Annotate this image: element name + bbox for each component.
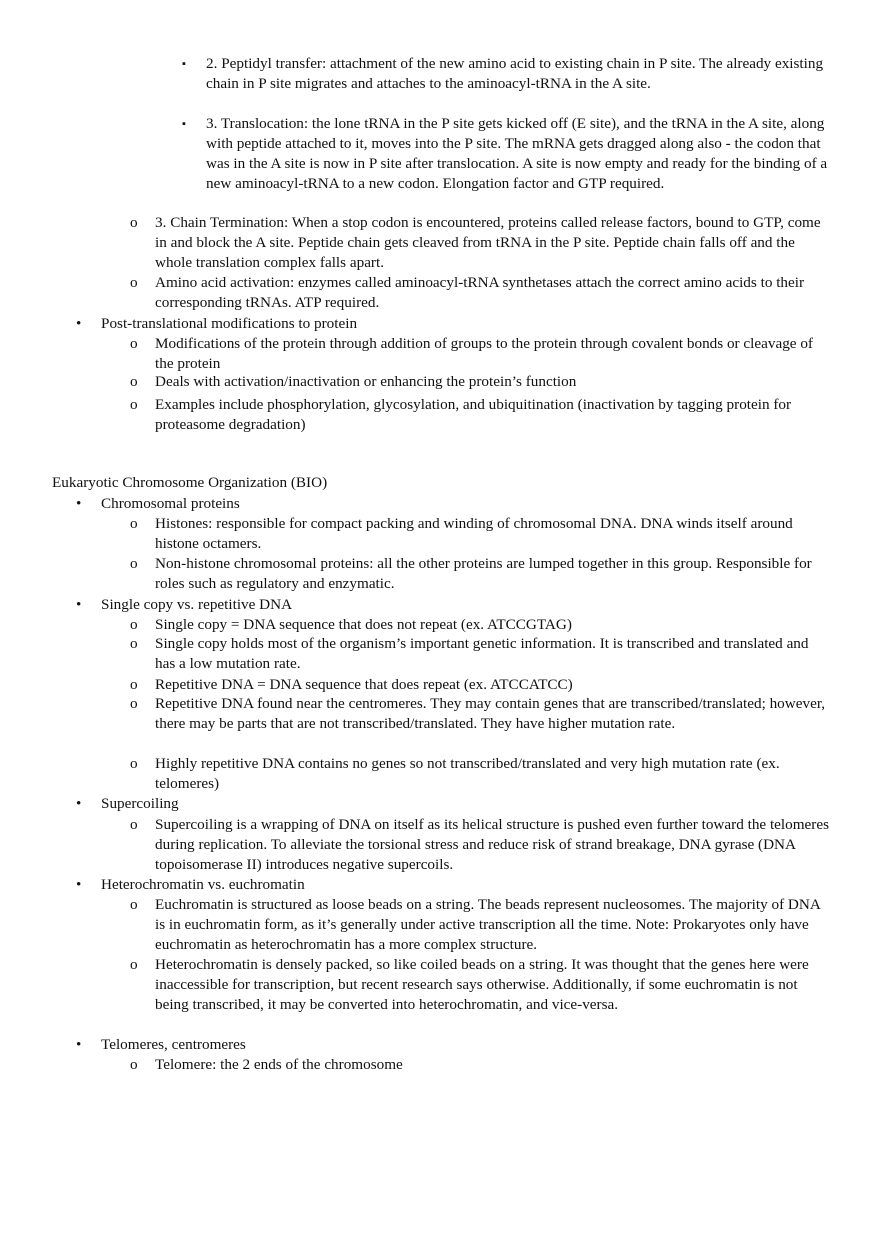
list-item-text: Supercoiling is a wrapping of DNA on itself as its helical structure is pushed even further toward the telomeres during replication. To alleviate the torsional stress and reduce risk of strand breakage, DNA gyrase (DNA topoisomerase II) introduces negative supercoils. — [155, 816, 829, 873]
list-item-text: 2. Peptidyl transfer: attachment of the new amino acid to existing chain in P site. The already existing chain in P site migrates and attaches to the aminoacyl-tRNA in the A site. — [206, 55, 824, 92]
list-item-text: Examples include phosphorylation, glycosylation, and ubiquitination (inactivation by tagging protein for proteasome degradation) — [155, 396, 792, 433]
list-item-text: 3. Chain Termination: When a stop codon is encountered, proteins called release factors, bound to GTP, come in and block the A site. Peptide chain gets cleaved from tRNA in the P site. Peptide chain falls off and the whole translation complex falls apart. — [155, 214, 821, 271]
list-item-peptidyl-transfer — [182, 54, 836, 94]
circle-bullet-icon: o — [130, 816, 138, 833]
list-item-text: Chromosomal proteins — [101, 495, 240, 512]
list-item-modifications — [130, 334, 830, 374]
list-item-text: Heterochromatin is densely packed, so like coiled beads on a string. It was thought that the genes here were inaccessible for transcription, but recent research says otherwise. Additionally, if some euchromatin is not being transcribed, it may be converted into heterochromatin, and vice-versa. — [155, 956, 809, 1013]
list-item-text: Post-translational modifications to protein — [101, 315, 358, 332]
list-item-supercoiling — [76, 794, 831, 814]
circle-bullet-icon: o — [130, 635, 138, 652]
list-item-single-copy-vs-repetitive — [76, 595, 831, 615]
circle-bullet-icon: o — [130, 555, 138, 572]
list-item-translocation — [182, 114, 836, 194]
circle-bullet-icon: o — [130, 335, 138, 352]
circle-bullet-icon: o — [130, 515, 138, 532]
circle-bullet-icon: o — [130, 956, 138, 973]
list-item-euchromatin — [130, 895, 830, 955]
list-item-text: Histones: responsible for compact packing and winding of chromosomal DNA. DNA winds itself around histone octamers. — [155, 515, 793, 552]
list-item-text: Deals with activation/inactivation or enhancing the protein’s function — [155, 373, 577, 390]
bullet-icon: • — [76, 596, 82, 613]
section-heading: Eukaryotic Chromosome Organization (BIO) — [52, 474, 328, 491]
circle-bullet-icon: o — [130, 373, 138, 390]
bullet-icon: • — [76, 315, 82, 332]
list-item-text: Single copy = DNA sequence that does not repeat (ex. ATCCGTAG) — [155, 616, 572, 633]
circle-bullet-icon: o — [130, 695, 138, 712]
list-item-text: Single copy holds most of the organism’s important genetic information. It is transcribed and translated and has a low mutation rate. — [155, 635, 809, 672]
list-item-amino-acid-activation — [130, 273, 830, 313]
circle-bullet-icon: o — [130, 1056, 138, 1073]
circle-bullet-icon: o — [130, 896, 138, 913]
bullet-icon: • — [76, 795, 82, 812]
list-item-text: Telomere: the 2 ends of the chromosome — [155, 1056, 403, 1073]
list-item-text: Heterochromatin vs. euchromatin — [101, 876, 305, 893]
list-item-text: Telomeres, centromeres — [101, 1036, 246, 1053]
bullet-icon: • — [76, 876, 82, 893]
list-item-text: Highly repetitive DNA contains no genes so not transcribed/translated and very high mutation rate (ex. telomeres) — [155, 755, 780, 792]
list-item-text: 3. Translocation: the lone tRNA in the P site gets kicked off (E site), and the tRNA in the A site, along with peptide attached to it, moves into the P site. The mRNA gets dragged along also - the codon that was in the A site is now in P site after translocation. A site is now empty and ready for the binding of a new aminoacyl-tRNA to a new codon. Elongation factor and GTP required. — [206, 115, 828, 192]
circle-bullet-icon: o — [130, 274, 138, 291]
list-item-single-copy-def — [130, 615, 830, 635]
list-item-heterochromatin-desc — [130, 955, 830, 1015]
list-item-text: Repetitive DNA = DNA sequence that does repeat (ex. ATCCATCC) — [155, 676, 573, 693]
square-bullet-icon: ▪ — [182, 118, 186, 130]
list-item-supercoiling-desc — [130, 815, 830, 875]
circle-bullet-icon: o — [130, 755, 138, 772]
list-item-text: Repetitive DNA found near the centromeres. They may contain genes that are transcribed/translated; however, there may be parts that are not transcribed/translated. They have higher mutation rate. — [155, 695, 826, 732]
list-item-repetitive-centromeres — [130, 694, 830, 734]
list-item-telomeres-centromeres — [76, 1035, 831, 1055]
circle-bullet-icon: o — [130, 396, 138, 413]
list-item-heterochromatin — [76, 875, 831, 895]
list-item-highly-repetitive — [130, 754, 830, 794]
list-item-histones — [130, 514, 830, 554]
circle-bullet-icon: o — [130, 214, 138, 231]
list-item-examples — [130, 395, 830, 435]
list-item-single-copy-info — [130, 634, 830, 674]
list-item-text: Modifications of the protein through addition of groups to the protein through covalent bonds or cleavage of the protein — [155, 335, 813, 372]
list-item-post-translational — [76, 314, 831, 334]
bullet-icon: • — [76, 495, 82, 512]
bullet-icon: • — [76, 1036, 82, 1053]
list-item-text: Supercoiling — [101, 795, 179, 812]
list-item-telomere-def — [130, 1055, 830, 1075]
list-item-repetitive-def — [130, 675, 830, 695]
circle-bullet-icon: o — [130, 676, 138, 693]
list-item-chromosomal-proteins — [76, 494, 831, 514]
list-item-non-histone — [130, 554, 830, 594]
list-item-text: Euchromatin is structured as loose beads on a string. The beads represent nucleosomes. The majority of DNA is in euchromatin form, as it’s generally under active transcription all the time. Note: Prokaryotes only have euchromatin as heterochromatin has a more complex structure. — [155, 896, 820, 953]
square-bullet-icon: ▪ — [182, 58, 186, 70]
list-item-chain-termination — [130, 213, 830, 273]
list-item-text: Non-histone chromosomal proteins: all the other proteins are lumped together in this group. Responsible for roles such as regulatory and enzymatic. — [155, 555, 812, 592]
list-item-text: Amino acid activation: enzymes called aminoacyl-tRNA synthetases attach the correct amino acids to their corresponding tRNAs. ATP required. — [155, 274, 805, 311]
list-item-text: Single copy vs. repetitive DNA — [101, 596, 293, 613]
list-item-activation-function — [130, 372, 830, 392]
circle-bullet-icon: o — [130, 616, 138, 633]
